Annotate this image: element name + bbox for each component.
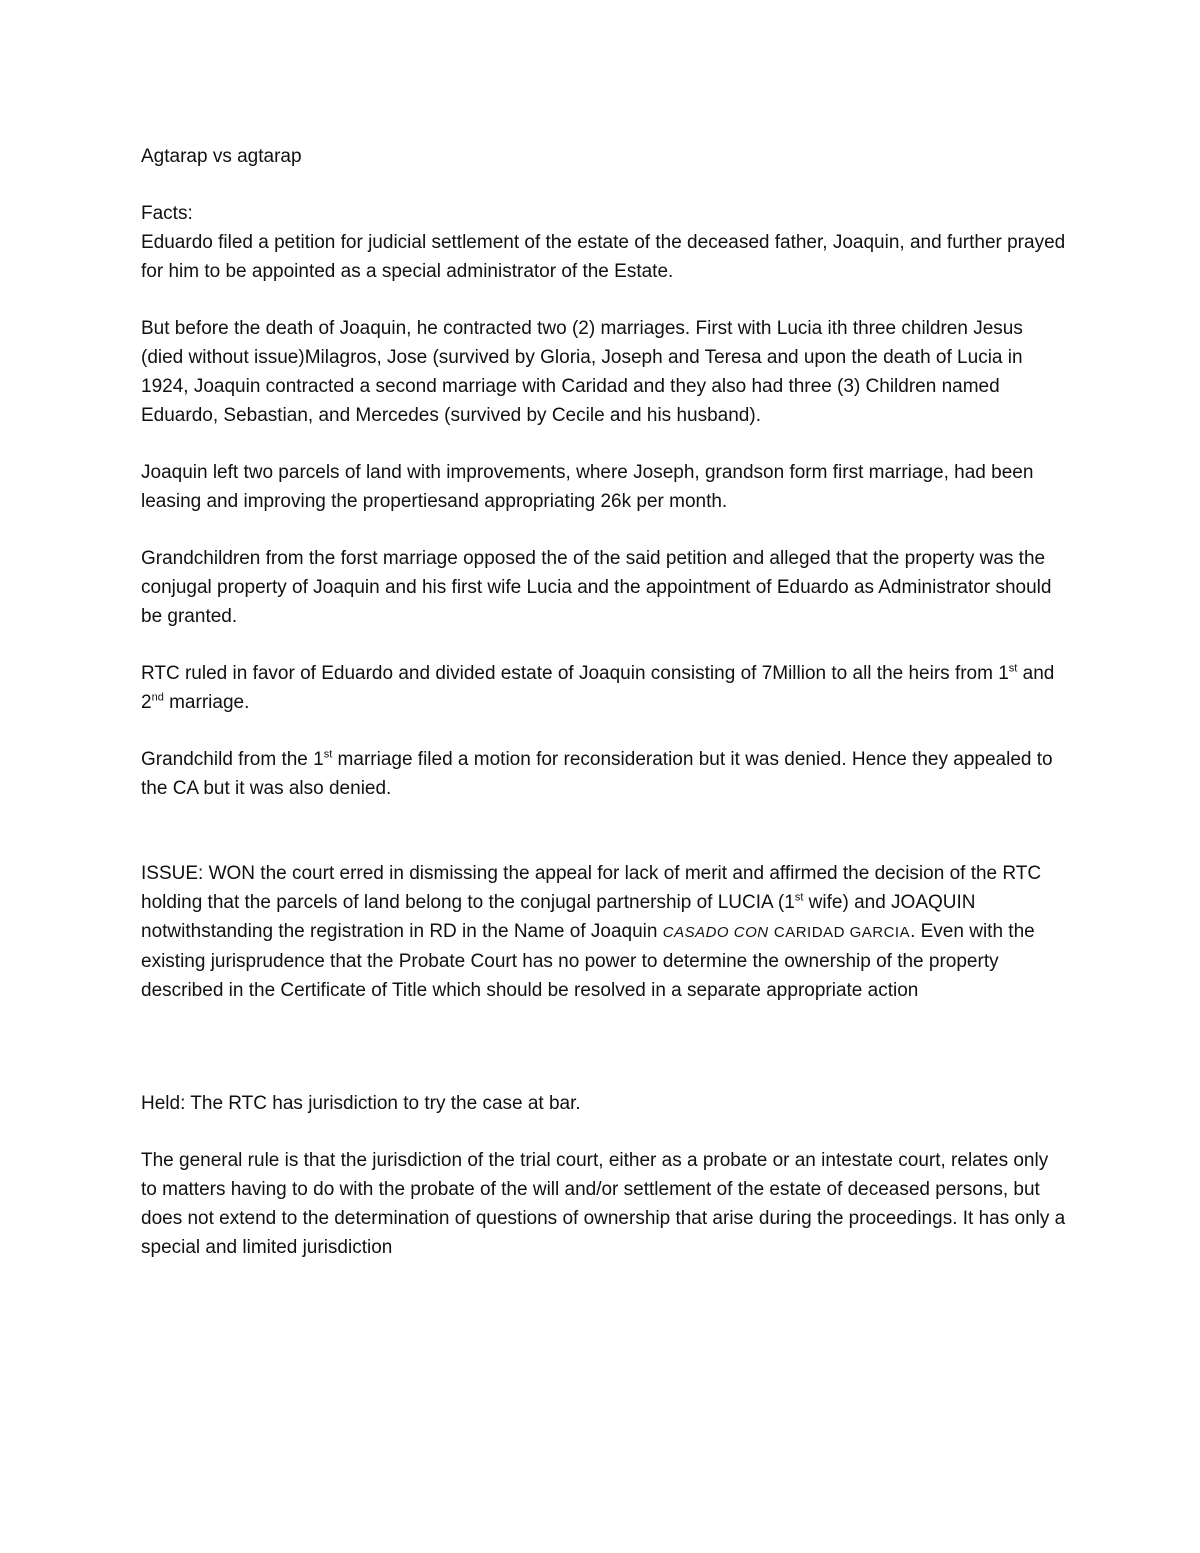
facts-paragraph-appeal — [141, 745, 1066, 803]
facts-paragraph-opposition: Grandchildren from the forst marriage opposed the of the said petition and alleged that the property was the conjugal property of Joaquin and his first wife Lucia and the appointment of Eduardo as Administrator should be granted. — [141, 548, 1052, 627]
rtc-ruling-text-a: RTC ruled in favor of Eduardo and divided estate of Joaquin consisting of 7Million to all the heirs from 1 — [141, 663, 1009, 684]
facts-paragraph-petition: Eduardo filed a petition for judicial settlement of the estate of the deceased father, Joaquin, and further prayed for him to be appointed as a special administrator of the Estate. — [141, 232, 1066, 282]
issue-text-d: . Even with the existing jurisprudence that the Probate Court has no power to determine the ownership of the property described in the Certificate of Title which should be resolved in a separate appropriate action — [141, 921, 1035, 1001]
facts-heading: Facts: — [141, 203, 193, 224]
rtc-ruling-text-b: and 2 — [141, 663, 1055, 713]
rtc-ruling-sup-1: st — [1008, 662, 1018, 675]
document-title: Agtarap vs agtarap — [141, 146, 302, 167]
issue-caridad-garcia: CARIDAD GARCIA — [773, 924, 911, 941]
issue-text-b: wife) and JOAQUIN notwithstanding the registration in RD in the Name of Joaquin — [141, 892, 976, 942]
appeal-sup-1: st — [323, 748, 333, 761]
issue-casado-con: CASADO CON — [662, 924, 769, 941]
issue-text-a: ISSUE: WON the court erred in dismissing the appeal for lack of merit and affirmed the decision of the RTC holding that the parcels of land belong to the conjugal partnership of LUCIA (1 — [141, 863, 1042, 913]
held-paragraph-general-rule: The general rule is that the jurisdiction of the trial court, either as a probate or an intestate court, relates only to matters having to do with the probate of the will and/or settlement of the estate of deceased persons, but does not extend to the determination of questions of ownership that arise during the proceedings. It has only a special and limited jurisdiction — [141, 1150, 1066, 1258]
facts-paragraph-land: Joaquin left two parcels of land with improvements, where Joseph, grandson form first marriage, had been leasing and improving the propertiesand appropriating 26k per month. — [141, 462, 1034, 512]
rtc-ruling-text-c: marriage. — [163, 692, 250, 713]
document-body — [141, 142, 1066, 1290]
facts-paragraph-marriages: But before the death of Joaquin, he contracted two (2) marriages. First with Lucia ith three children Jesus (died without issue)Milagros, Jose (survived by Gloria, Joseph and Teresa and upon the death of Lucia in 1924, Joaquin contracted a second marriage with Caridad and they also had three (3) Children named Eduardo, Sebastian, and Mercedes (survived by Cecile and his husband). — [141, 318, 1023, 426]
rtc-ruling-sup-2: nd — [151, 691, 164, 704]
issue-paragraph — [141, 859, 1066, 1005]
held-heading: Held: The RTC has jurisdiction to try the case at bar. — [141, 1093, 581, 1114]
appeal-text-b: marriage filed a motion for reconsideration but it was denied. Hence they appealed to the CA but it was also denied. — [141, 749, 1053, 799]
appeal-text-a: Grandchild from the 1 — [141, 749, 324, 770]
facts-paragraph-rtc-ruling — [141, 659, 1066, 717]
issue-sup-1: st — [794, 891, 804, 904]
